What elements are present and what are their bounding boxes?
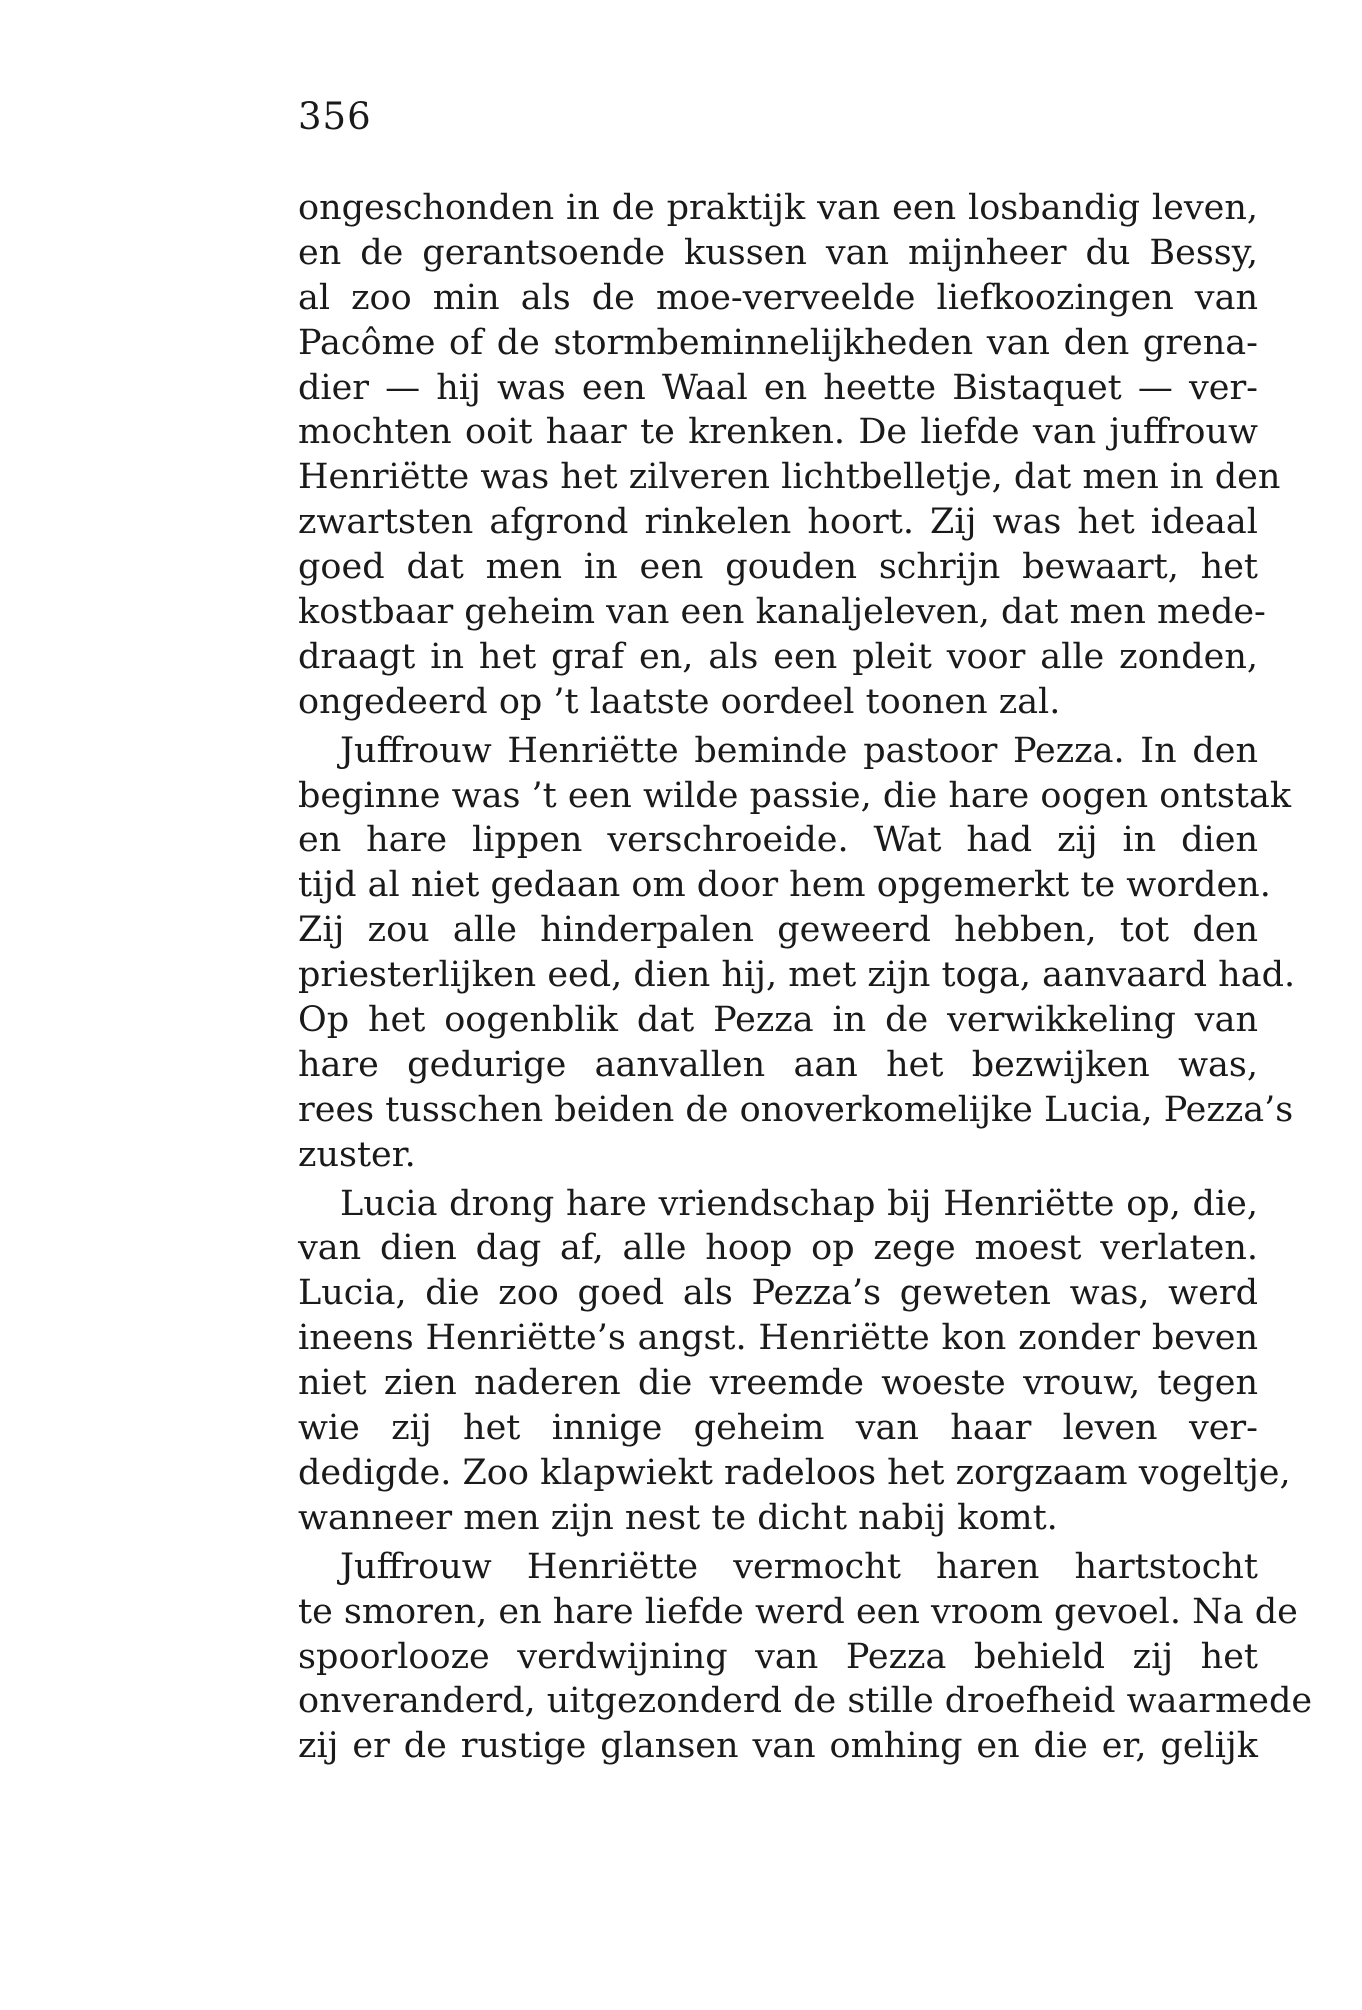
text-line: rees tusschen beiden de onoverkomelijke Lucia, Pezza’s	[298, 1089, 1294, 1130]
text-line: ongeschonden in de praktijk van een losbandig leven,	[298, 188, 1258, 228]
text-line: wanneer men zijn nest te dicht nabij komt.	[298, 1497, 1058, 1538]
text-line: zij er de rustige glansen van omhing en die er, gelijk	[298, 1726, 1258, 1767]
text-line: en de gerantsoende kussen van mijnheer du Bessy,	[298, 232, 1258, 273]
text-line: Henriëtte was het zilveren lichtbelletje, dat men in den	[298, 457, 1281, 498]
text-line: Juffrouw Henriëtte beminde pastoor Pezza. In den	[340, 730, 1258, 771]
text-line: niet zien naderen die vreemde woeste vrouw, tegen	[298, 1363, 1258, 1404]
text-line: priesterlijken eed, dien hij, met zijn toga, aanvaard had.	[298, 955, 1296, 996]
text-line: Lucia drong hare vriendschap bij Henriëtte op, die,	[340, 1183, 1258, 1224]
text-line: zwartsten afgrond rinkelen hoort. Zij was het ideaal	[298, 502, 1258, 543]
text-line: tijd al niet gedaan om door hem opgemerkt te worden.	[298, 865, 1271, 906]
text-line: Op het oogenblik dat Pezza in de verwikkeling van	[298, 1000, 1258, 1041]
text-line: Pacôme of de stormbeminnelijkheden van den grena-	[298, 322, 1258, 363]
text-line: dier — hij was een Waal en heette Bistaquet — ver-	[298, 367, 1258, 408]
text-line: goed dat men in een gouden schrijn bewaart, het	[298, 547, 1258, 588]
text-line: draagt in het graf en, als een pleit voor alle zonden,	[298, 636, 1258, 677]
text-line: Juffrouw Henriëtte vermocht haren hartstocht	[340, 1546, 1258, 1587]
text-line: onveranderd, uitgezonderd de stille droefheid waarmede	[298, 1681, 1313, 1722]
paragraph-2	[298, 729, 1296, 1178]
paragraph-1	[298, 186, 1281, 725]
text-line: mochten ooit haar te krenken. De liefde van juffrouw	[298, 412, 1258, 453]
text-line: kostbaar geheim van een kanaljeleven, dat men mede-	[298, 592, 1266, 633]
text-line: Zij zou alle hinderpalen geweerd hebben, tot den	[298, 910, 1258, 951]
text-line: Lucia, die zoo goed als Pezza’s geweten was, werd	[298, 1273, 1258, 1314]
paragraph-4	[298, 1545, 1313, 1769]
text-line: te smoren, en hare liefde werd een vroom gevoel. Na de	[298, 1591, 1298, 1632]
text-line: dedigde. Zoo klapwiekt radeloos het zorgzaam vogeltje,	[298, 1452, 1291, 1493]
page-number: 356	[298, 95, 372, 138]
paragraph-3	[298, 1182, 1291, 1541]
text-line: beginne was ’t een wilde passie, die hare oogen ontstak	[298, 775, 1292, 816]
text-line: ongedeerd op ’t laatste oordeel toonen zal.	[298, 681, 1061, 722]
text-line: spoorlooze verdwijning van Pezza behield zij het	[298, 1636, 1258, 1677]
text-line: hare gedurige aanvallen aan het bezwijken was,	[298, 1044, 1258, 1085]
text-line: wie zij het innige geheim van haar leven ver-	[298, 1408, 1258, 1449]
body-text	[298, 186, 1313, 1769]
text-line: ineens Henriëtte’s angst. Henriëtte kon zonder beven	[298, 1318, 1258, 1359]
text-line: al zoo min als de moe-verveelde liefkoozingen van	[298, 277, 1258, 318]
text-line: en hare lippen verschroeide. Wat had zij in dien	[298, 820, 1258, 861]
text-line: van dien dag af, alle hoop op zege moest verlaten.	[298, 1228, 1258, 1269]
text-line: zuster.	[298, 1134, 416, 1175]
